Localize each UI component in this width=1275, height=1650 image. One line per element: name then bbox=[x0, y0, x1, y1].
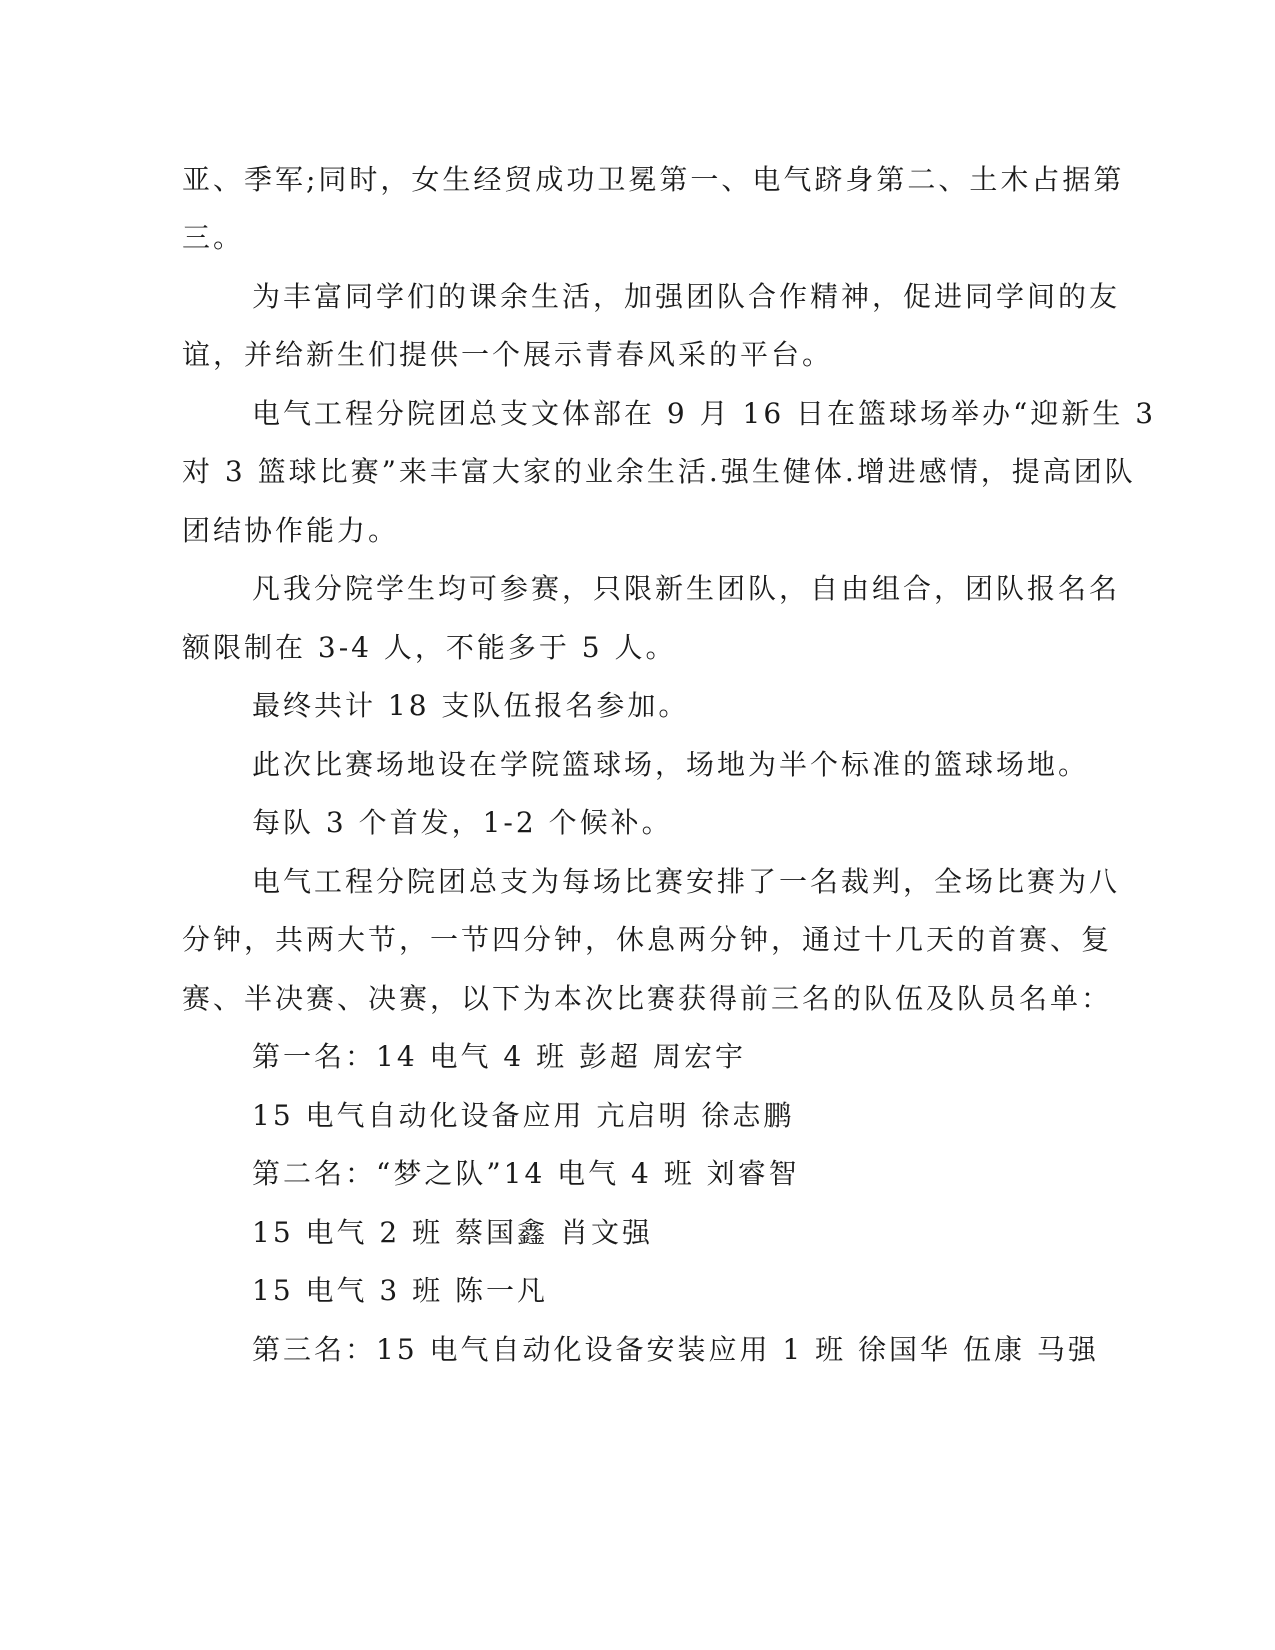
text-line: 分钟，共两大节，一节四分钟，休息两分钟，通过十几天的首赛、复 bbox=[182, 923, 1113, 956]
text-line: 15 电气 3 班 陈一凡 bbox=[252, 1274, 549, 1307]
text-line: 第二名：“梦之队”14 电气 4 班 刘睿智 bbox=[252, 1157, 800, 1190]
text-line: 赛、半决赛、决赛，以下为本次比赛获得前三名的队伍及队员名单： bbox=[182, 982, 1113, 1015]
text-line: 第三名：15 电气自动化设备安装应用 1 班 徐国华 伍康 马强 bbox=[252, 1333, 1099, 1366]
text-line: 团结协作能力。 bbox=[182, 514, 400, 547]
text-line: 每队 3 个首发，1-2 个候补。 bbox=[252, 806, 673, 839]
text-line: 第一名：14 电气 4 班 彭超 周宏宇 bbox=[252, 1040, 746, 1073]
text-line: 三。 bbox=[182, 221, 245, 254]
text-line: 谊，并给新生们提供一个展示青春风采的平台。 bbox=[182, 338, 834, 371]
text-line: 亚、季军;同时，女生经贸成功卫冕第一、电气跻身第二、土木占据第 bbox=[182, 163, 1125, 196]
text-line: 对 3 篮球比赛”来丰富大家的业余生活.强生健体.增进感情，提高团队 bbox=[182, 455, 1136, 488]
text-line: 电气工程分院团总支为每场比赛安排了一名裁判，全场比赛为八 bbox=[252, 865, 1121, 898]
text-line: 最终共计 18 支队伍报名参加。 bbox=[252, 689, 690, 722]
text-line: 电气工程分院团总支文体部在 9 月 16 日在篮球场举办“迎新生 3 bbox=[252, 397, 1157, 430]
text-line: 凡我分院学生均可参赛，只限新生团队，自由组合，团队报名名 bbox=[252, 572, 1121, 605]
text-line: 此次比赛场地设在学院篮球场，场地为半个标准的篮球场地。 bbox=[252, 748, 1090, 781]
text-line: 15 电气自动化设备应用 亢启明 徐志鹏 bbox=[252, 1099, 795, 1132]
text-line: 为丰富同学们的课余生活，加强团队合作精神，促进同学间的友 bbox=[252, 280, 1121, 313]
text-line: 额限制在 3-4 人，不能多于 5 人。 bbox=[182, 631, 677, 664]
text-line: 15 电气 2 班 蔡国鑫 肖文强 bbox=[252, 1216, 653, 1249]
